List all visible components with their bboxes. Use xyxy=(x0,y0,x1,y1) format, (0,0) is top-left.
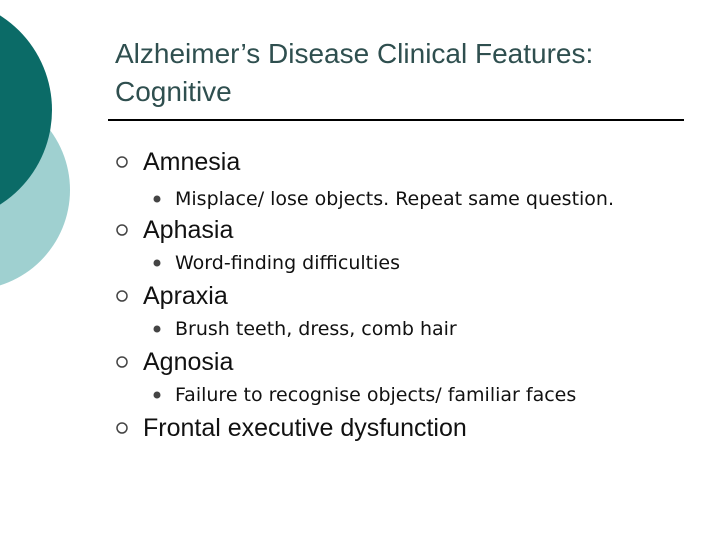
hollow-circle-icon xyxy=(113,419,131,437)
filled-circle-icon xyxy=(150,322,164,336)
subbullet-label: Word-finding difficulties xyxy=(175,252,400,274)
slide-title-line-1: Alzheimer’s Disease Clinical Features: xyxy=(115,38,594,69)
bullet-label: Frontal executive dysfunction xyxy=(143,414,467,442)
hollow-circle-icon xyxy=(113,353,131,371)
filled-circle-icon xyxy=(150,192,164,206)
bullet-label: Aphasia xyxy=(143,216,234,244)
hollow-circle-icon xyxy=(113,221,131,239)
subbullet-label: Failure to recognise objects/ familiar faces xyxy=(175,384,577,406)
bullet-label: Agnosia xyxy=(143,348,234,376)
slide-title-line-2: Cognitive xyxy=(115,76,232,107)
filled-circle-icon xyxy=(150,256,164,270)
filled-circle-icon xyxy=(150,388,164,402)
bullet-label: Amnesia xyxy=(143,148,241,176)
hollow-circle-icon xyxy=(113,287,131,305)
hollow-circle-icon xyxy=(113,153,131,171)
subbullet-label: Brush teeth, dress, comb hair xyxy=(175,318,457,340)
subbullet-label: Misplace/ lose objects. Repeat same question. xyxy=(175,188,615,210)
bullet-label: Apraxia xyxy=(143,282,228,310)
